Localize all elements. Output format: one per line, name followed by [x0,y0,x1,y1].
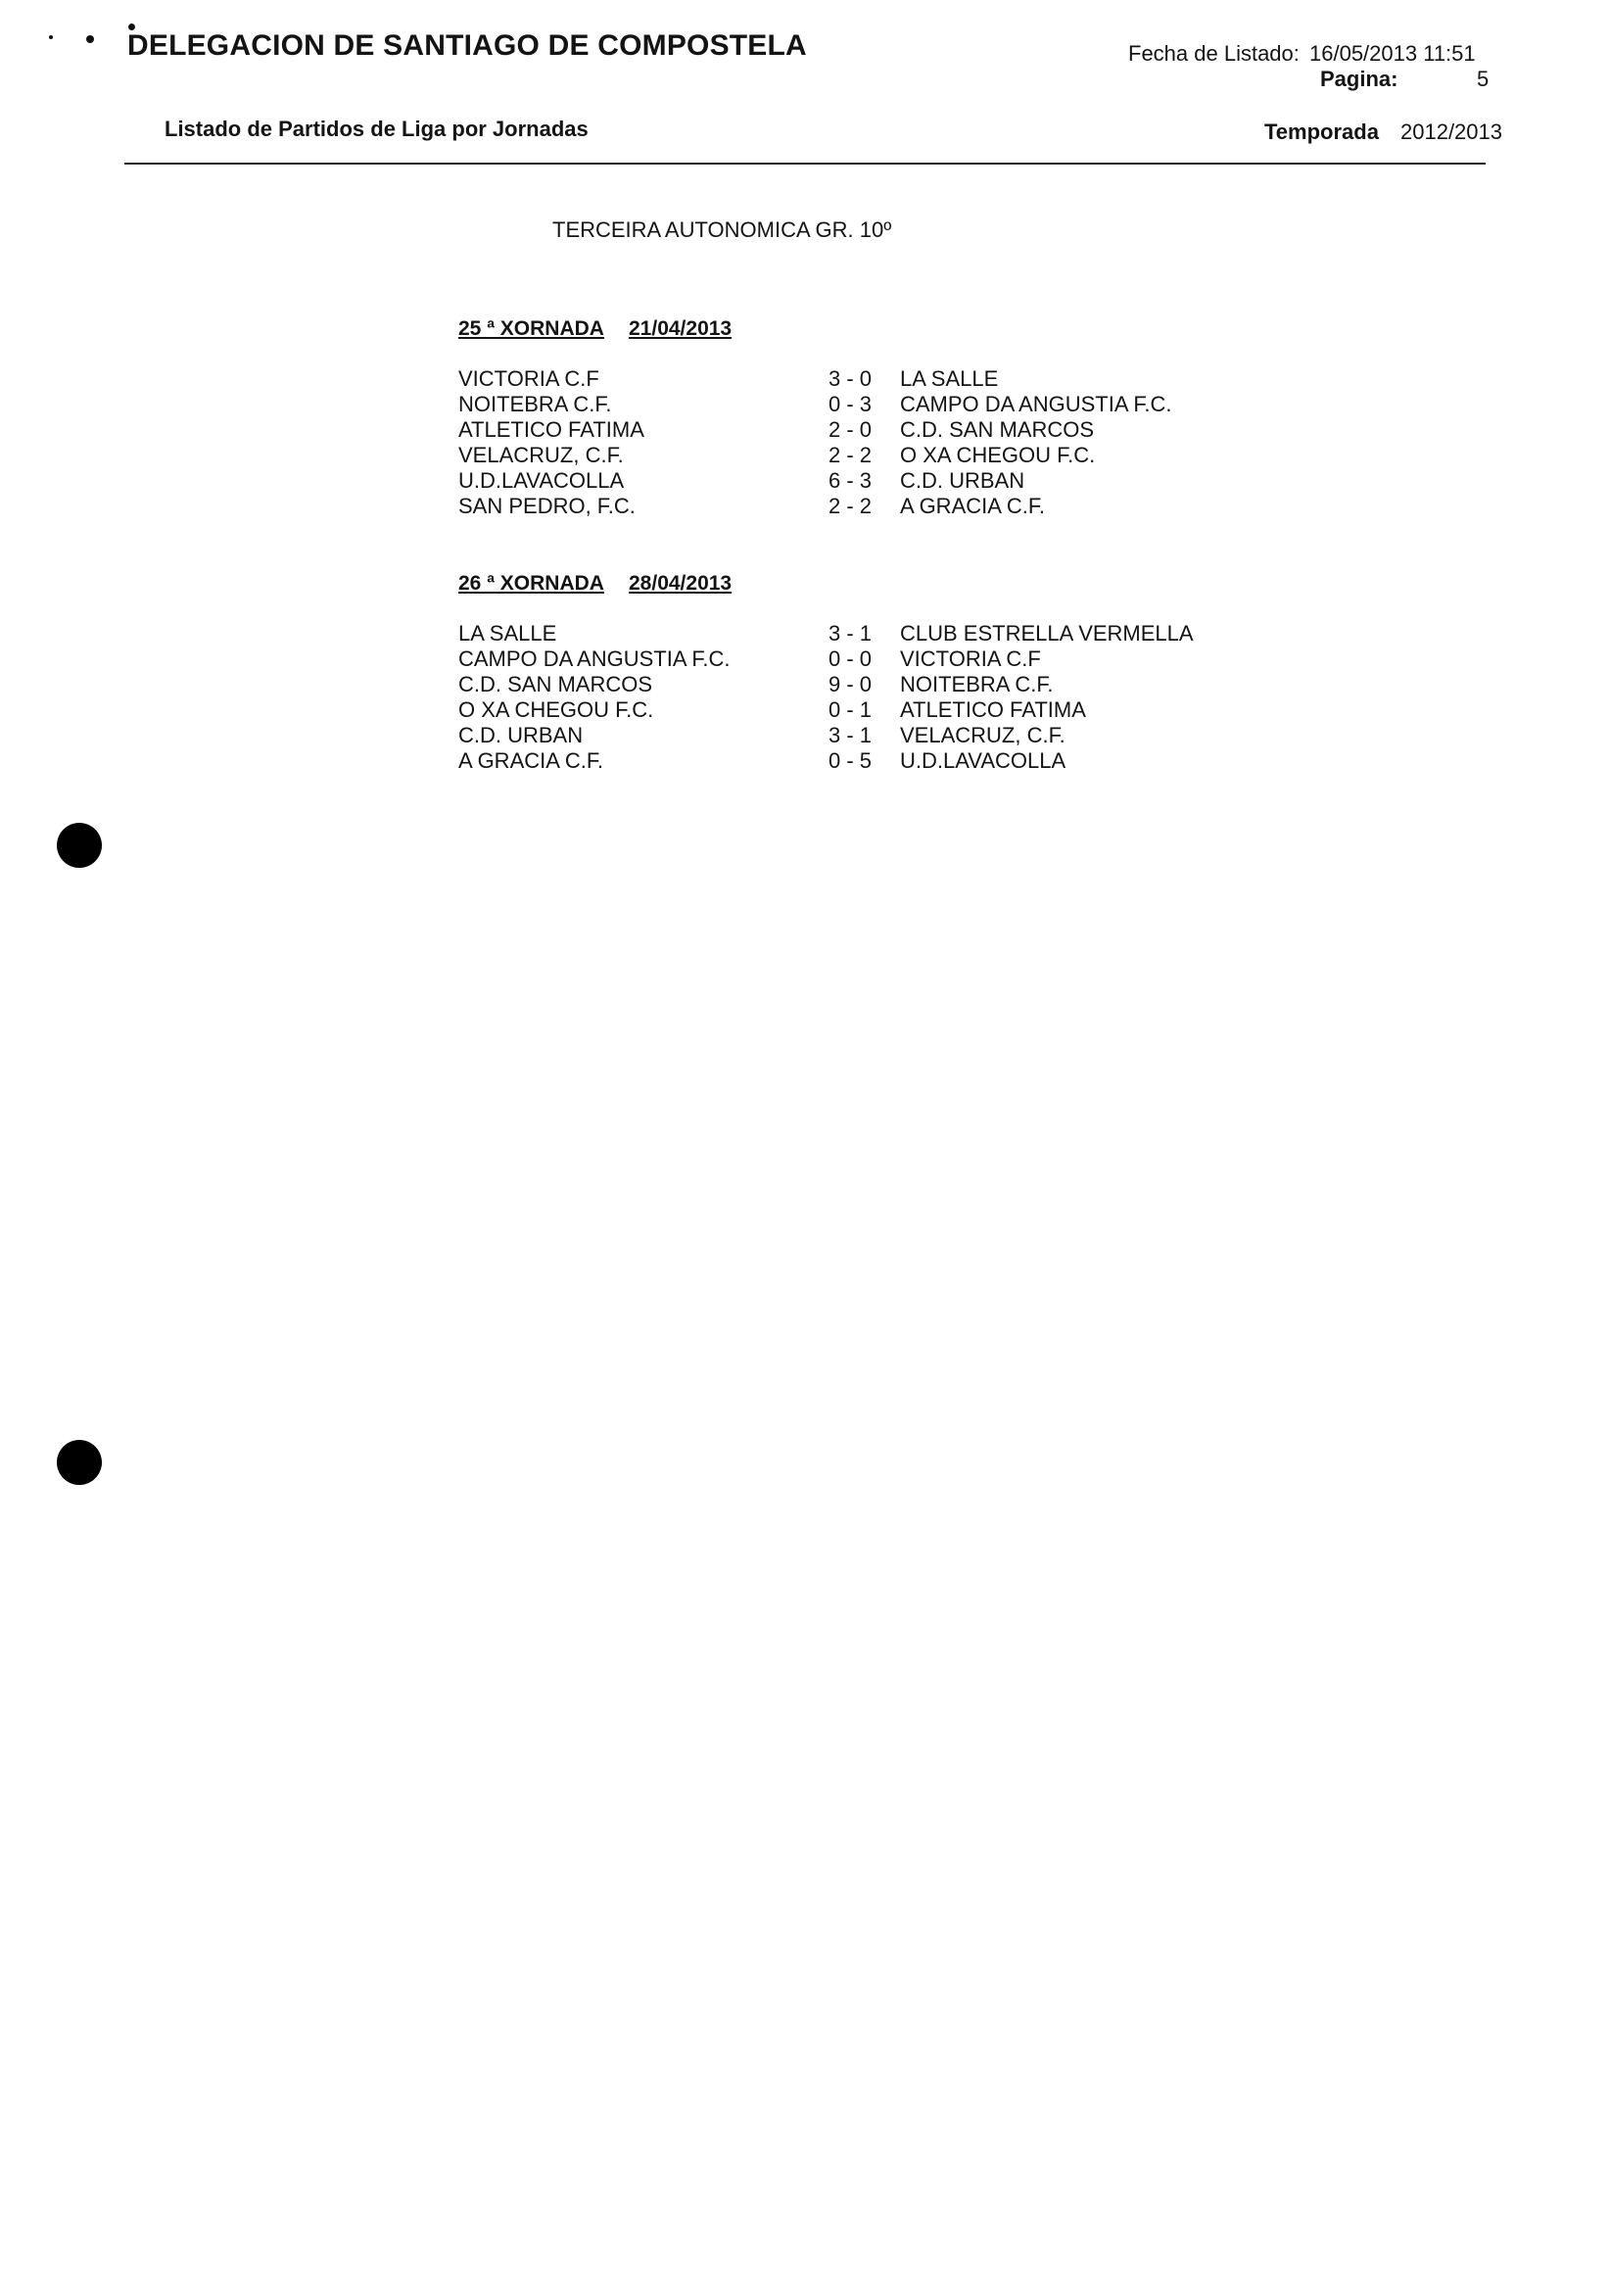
home-team: C.D. SAN MARCOS [458,672,653,696]
home-team: NOITEBRA C.F. [458,392,612,416]
away-team: O XA CHEGOU F.C. [900,443,1096,467]
home-team: C.D. URBAN [458,723,584,747]
home-team: O XA CHEGOU F.C. [458,697,654,722]
home-team: VICTORIA C.F [458,366,599,391]
match-score: 0 - 3 [829,392,873,416]
match-score: 6 - 3 [829,468,873,493]
scan-speck [86,35,94,43]
listing-date-value: 16/05/2013 11:51 [1309,41,1476,66]
home-team: CAMPO DA ANGUSTIA F.C. [458,646,731,671]
season-label: Temporada [1264,120,1379,144]
away-team: VELACRUZ, C.F. [900,723,1065,747]
round-heading [458,317,1203,345]
match-row [458,417,1203,443]
match-score: 0 - 5 [829,748,873,773]
away-team: C.D. URBAN [900,468,1025,493]
page-number-label: Pagina: [1320,67,1398,91]
away-team: CAMPO DA ANGUSTIA F.C. [900,392,1172,416]
round-section [458,317,1203,519]
round-date: 21/04/2013 [629,317,733,340]
away-team: A GRACIA C.F. [900,494,1045,518]
away-team: ATLETICO FATIMA [900,697,1086,722]
match-row [458,621,1203,646]
match-score: 2 - 0 [829,417,873,442]
match-score: 0 - 1 [829,697,873,722]
group-title: TERCEIRA AUTONOMICA GR. 10º [552,217,892,242]
match-row [458,672,1203,697]
punch-hole [57,1440,102,1485]
away-team: VICTORIA C.F [900,646,1041,671]
round-name: 26 ª XORNADA [458,572,604,595]
round-date: 28/04/2013 [629,572,733,595]
match-row [458,494,1203,519]
match-list [458,621,1203,774]
match-row [458,646,1203,672]
away-team: U.D.LAVACOLLA [900,748,1066,773]
home-team: VELACRUZ, C.F. [458,443,624,467]
listing-date-label: Fecha de Listado: [1128,41,1300,66]
home-team: LA SALLE [458,621,557,646]
away-team: LA SALLE [900,366,999,391]
round-section [458,572,1203,774]
home-team: U.D.LAVACOLLA [458,468,625,493]
season-value: 2012/2013 [1400,120,1502,144]
match-row [458,697,1203,723]
match-row [458,748,1203,774]
header-divider [124,163,1486,165]
match-score: 9 - 0 [829,672,873,696]
round-heading [458,572,1203,599]
match-row [458,468,1203,494]
away-team: NOITEBRA C.F. [900,672,1054,696]
match-row [458,366,1203,392]
match-score: 0 - 0 [829,646,873,671]
home-team: SAN PEDRO, F.C. [458,494,636,518]
match-row [458,392,1203,417]
match-score: 3 - 1 [829,621,873,646]
away-team: CLUB ESTRELLA VERMELLA [900,621,1194,646]
match-list [458,366,1203,519]
home-team: ATLETICO FATIMA [458,417,644,442]
punch-hole [57,823,102,868]
scan-speck [49,35,53,39]
match-score: 2 - 2 [829,494,873,518]
match-score: 3 - 1 [829,723,873,747]
home-team: A GRACIA C.F. [458,748,603,773]
match-row [458,443,1203,468]
match-score: 3 - 0 [829,366,873,391]
match-row [458,723,1203,748]
match-score: 2 - 2 [829,443,873,467]
away-team: C.D. SAN MARCOS [900,417,1095,442]
page-number-value: 5 [1477,67,1490,91]
organization-title: DELEGACION DE SANTIAGO DE COMPOSTELA [127,29,807,62]
round-name: 25 ª XORNADA [458,317,604,340]
report-title: Listado de Partidos de Liga por Jornadas [165,117,589,141]
